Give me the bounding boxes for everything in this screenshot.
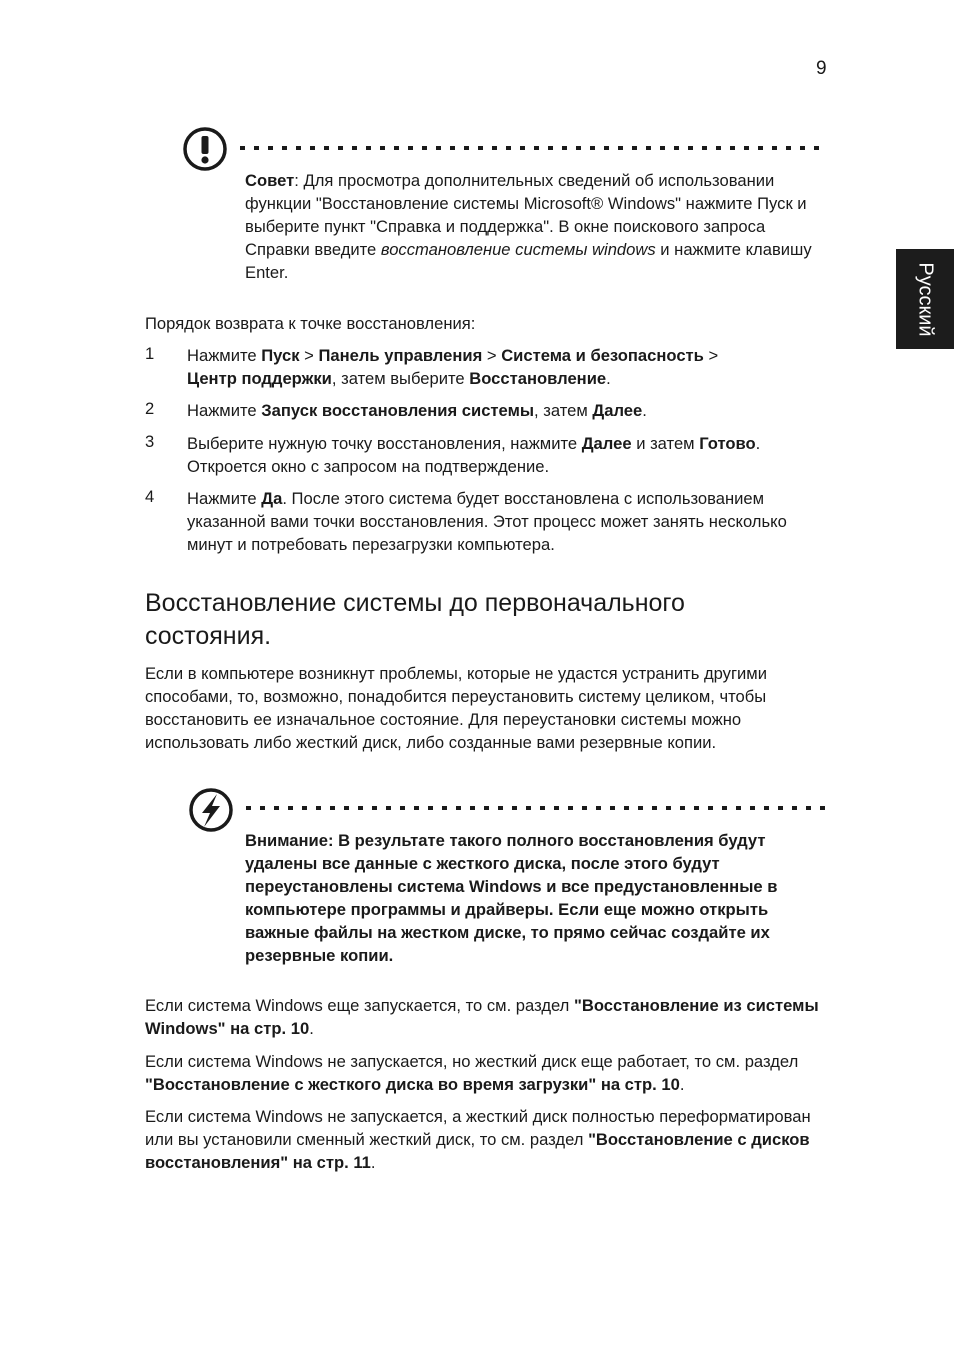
tip-text: : Для просмотра дополнительных сведений об использовании функции "Восстановление системы Microsoft® Windows" нажмите Пуск и выберите пункт "Справка и поддержка". В окне поискового запроса Справки введите xyxy=(245,171,807,259)
ref-from-discs: Если система Windows не запускается, а жесткий диск полностью переформатирован или вы установили сменный жесткий диск, то см. раздел "Восстановление с дисков восстановления" на стр. 11. xyxy=(145,1107,811,1172)
page-number: 9 xyxy=(816,58,827,79)
language-tab xyxy=(896,249,954,349)
step-2-text: Нажмите Запуск восстановления системы, затем Далее. xyxy=(187,401,647,420)
ref-link[interactable]: "Восстановление из системы Windows" на стр. 10 xyxy=(145,996,819,1038)
lightning-warning-icon xyxy=(188,787,234,833)
tip-search-term: восстановление системы windows xyxy=(380,240,656,259)
tip-note xyxy=(245,169,825,284)
step-3-text: Выберите нужную точку восстановления, нажмите Далее и затем Готово. Откроется окно с запросом на подтверждение. xyxy=(187,434,761,476)
ref-link[interactable]: "Восстановление с дисков восстановления" на стр. 11 xyxy=(145,1130,810,1172)
step-number: 2 xyxy=(145,399,155,418)
exclamation-icon xyxy=(182,126,228,172)
step-number: 3 xyxy=(145,432,155,451)
step-number: 1 xyxy=(145,344,155,363)
warning-note: Внимание: В результате такого полного восстановления будут удалены все данные с жесткого диска, после этого будут переустановлены система Windows и все предустановленные в компьютере программы и драйверы. Если еще можно открыть важные файлы на жестком диске, то прямо сейчас создайте их резервные копии. xyxy=(245,831,778,965)
warning-dotted-rule xyxy=(246,806,830,810)
step-4-text: Нажмите Да. После этого система будет восстановлена с использованием указанной вами точки восстановления. Этот процесс может занять несколько минут и потребовать перезагрузки компьютера. xyxy=(187,489,787,554)
tip-text-end: и нажмите клавишу Enter. xyxy=(245,240,812,282)
ref-from-hard-disk: Если система Windows не запускается, но жесткий диск еще работает, то см. раздел "Восстановление с жесткого диска во время загрузки" на стр. 10. xyxy=(145,1052,799,1094)
ref-from-windows: Если система Windows еще запускается, то см. раздел "Восстановление из системы Windows" на стр. 10. xyxy=(145,996,819,1038)
step-1-text: Нажмите Пуск > Панель управления > Система и безопасность > Центр поддержки, затем выберите Восстановление. xyxy=(187,346,719,388)
tip-label: Совет xyxy=(245,171,295,190)
tip-dotted-rule xyxy=(240,146,826,150)
section-title: Восстановление системы до первоначального состояния. xyxy=(145,589,685,650)
step-number: 4 xyxy=(145,487,155,506)
section-intro: Если в компьютере возникнут проблемы, которые не удастся устранить другими способами, то, возможно, понадобится переустановить систему целиком, чтобы восстановить ее изначальное состояние. Для переустановки системы можно использовать либо жесткий диск, либо созданные вами резервные копии. xyxy=(145,664,767,752)
ref-link[interactable]: "Восстановление с жесткого диска во время загрузки" на стр. 10 xyxy=(145,1075,680,1094)
restore-intro: Порядок возврата к точке восстановления: xyxy=(145,314,476,333)
language-tab-label: Русский xyxy=(914,261,937,337)
